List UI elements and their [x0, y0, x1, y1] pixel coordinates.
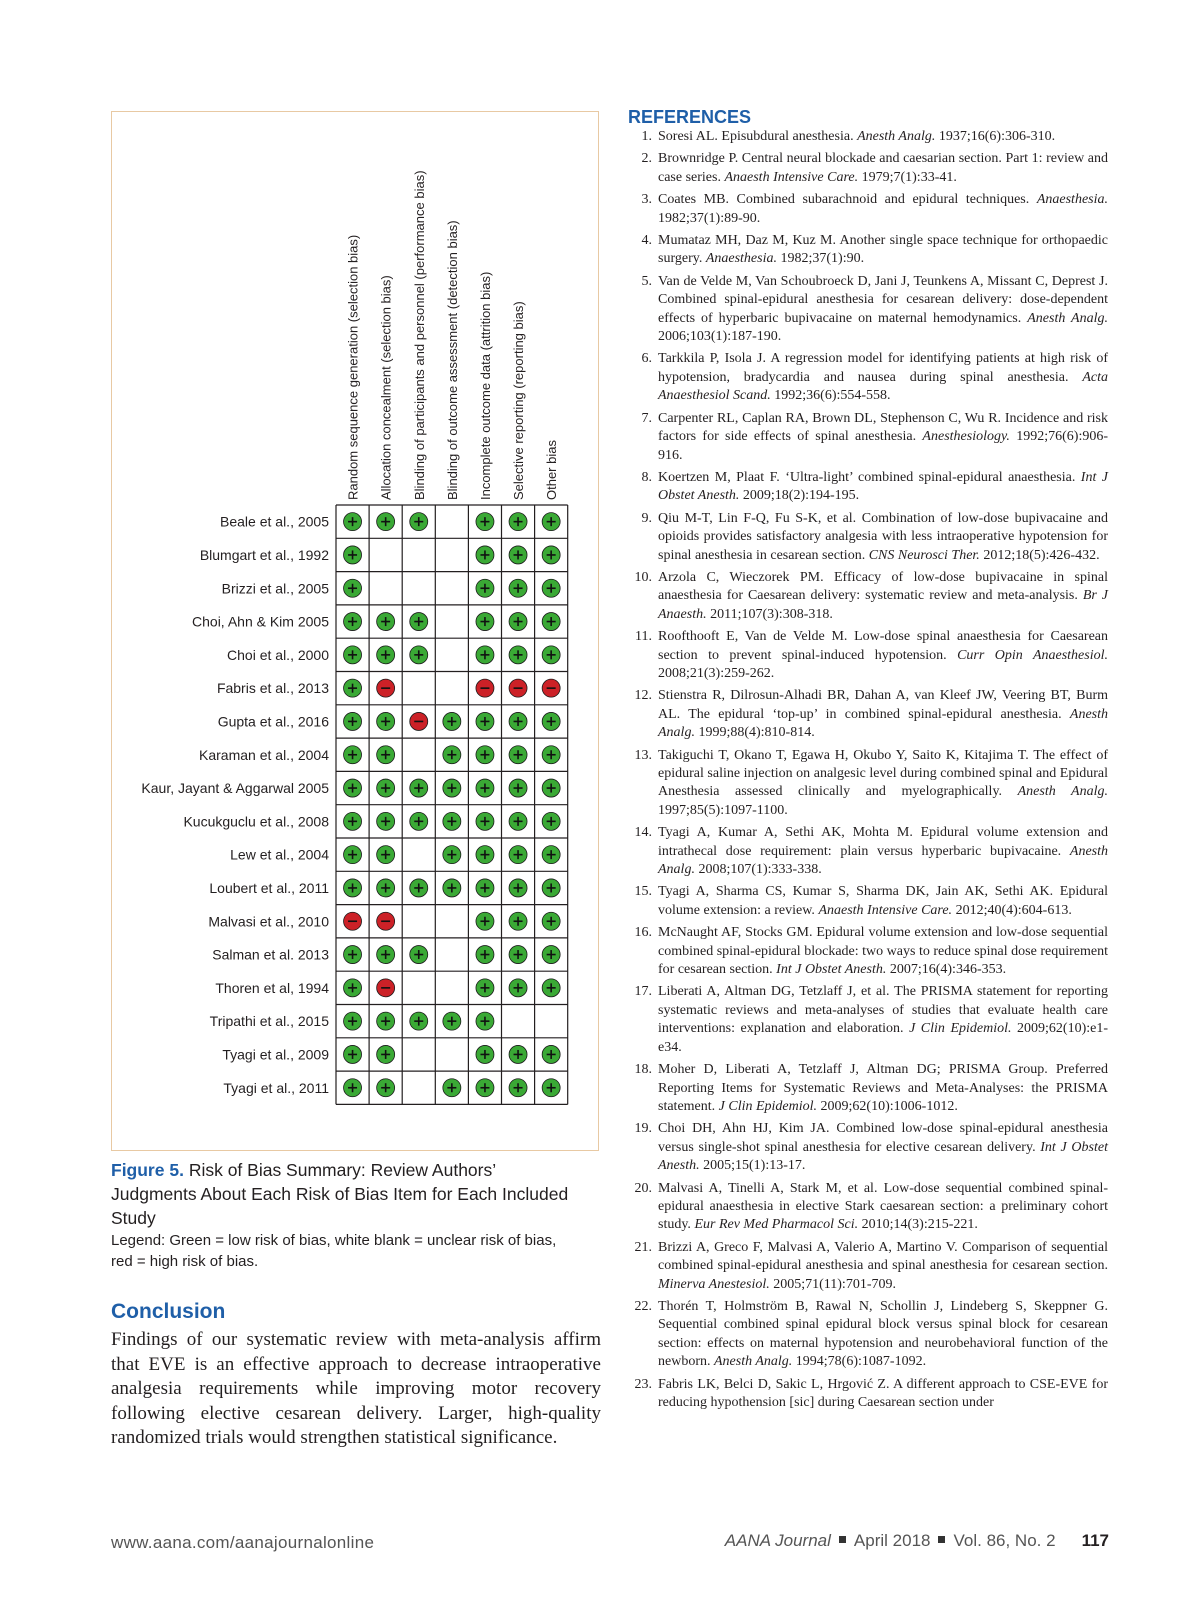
reference-journal: J Clin Epidemiol. — [718, 1098, 818, 1114]
study-label: Karaman et al., 2004 — [199, 746, 329, 763]
reference-text: Choi DH, Ahn HJ, Kim JA. Combined low-dose spinal-epidural anesthesia versus single-shot spinal anesthesia for elective cesarean delivery. — [658, 1121, 1108, 1155]
reference-text: Mumataz MH, Daz M, Kuz M. Another single space technique for orthopaedic surgery. — [658, 233, 1108, 267]
reference-text: 1994;78(6):1087-1092. — [792, 1354, 927, 1370]
study-label: Choi et al., 2000 — [227, 646, 329, 663]
reference-item — [628, 510, 1108, 565]
reference-item — [628, 191, 1108, 228]
reference-number: 17. — [634, 984, 652, 1000]
reference-number: 7. — [641, 410, 652, 426]
domain-label: Blinding of participants and personnel (performance bias) — [411, 170, 427, 500]
reference-text: Malvasi A, Tinelli A, Stark M, et al. Low-dose sequential combined spinal-epidural anaesthesia in elective Stark caesarean section: a preliminary cohort study. — [658, 1180, 1108, 1233]
reference-text: Brownridge P. Central neural blockade and caesarian section. Part 1: review and case series. — [658, 151, 1108, 185]
reference-text: Tyagi A, Sharma CS, Kumar S, Sharma DK, Jain AK, Sethi AK. Epidural volume extension: a review. — [658, 884, 1108, 918]
study-label: Kaur, Jayant & Aggarwal 2005 — [141, 780, 329, 797]
reference-number: 2. — [641, 151, 652, 167]
reference-journal: Eur Rev Med Pharmacol Sci. — [694, 1217, 859, 1233]
reference-item — [628, 1298, 1108, 1372]
reference-number: 12. — [634, 688, 652, 704]
figure-legend: Legend: Green = low risk of bias, white blank = unclear risk of bias, red = high risk of bias. — [111, 1232, 557, 1270]
domain-label: Blinding of outcome assessment (detection bias) — [444, 220, 460, 500]
reference-journal: J Clin Epidemiol. — [909, 1021, 1012, 1037]
study-label: Kucukguclu et al., 2008 — [183, 813, 329, 830]
reference-text: Carpenter RL, Caplan RA, Brown DL, Stephenson C, Wu R. Incidence and risk factors for side effects of spinal anesthesia. — [658, 410, 1108, 445]
reference-text: Tyagi A, Kumar A, Sethi AK, Mohta M. Epidural volume extension and intrathecal dose requirement: plain versus hyperbaric bupivacaine. — [658, 825, 1108, 859]
study-label: Salman et al. 2013 — [212, 946, 329, 963]
reference-number: 6. — [641, 351, 652, 367]
reference-text: 2012;40(4):604-613. — [952, 902, 1072, 918]
reference-text: 1937;16(6):306-310. — [935, 129, 1056, 144]
study-label: Tyagi et al., 2011 — [223, 1079, 329, 1096]
domain-label: Other bias — [544, 440, 560, 500]
study-label: Beale et al., 2005 — [220, 513, 329, 530]
reference-journal: Anesth Analg. — [1017, 784, 1108, 800]
reference-item — [628, 128, 1108, 146]
reference-text: 1982;37(1):89-90. — [658, 210, 761, 226]
reference-text: Thorén T, Holmström B, Rawal N, Schollin J, Lindeberg S, Skeppner G. Sequential combined spinal epidural block versus spinal block for cesarean section: effects on maternal hypotension and neurobehavioral function of the newborn. — [658, 1298, 1108, 1370]
reference-journal: Anesth Analg. — [658, 843, 1108, 878]
reference-journal: Curr Opin Anaesthesiol. — [957, 647, 1108, 663]
reference-number: 18. — [634, 1062, 652, 1078]
reference-item — [628, 687, 1108, 742]
study-label: Malvasi et al., 2010 — [208, 913, 329, 930]
reference-text: Liberati A, Altman DG, Tetzlaff J, et al. The PRISMA statement for reporting systematic reviews and meta-analyses of studies that evaluate health care interventions: explanation and elaboration. — [658, 984, 1108, 1037]
reference-text: Roofthooft E, Van de Velde M. Low-dose spinal anaesthesia for Caesarean section to prevent spinal-induced hypotension. — [658, 629, 1108, 663]
reference-number: 20. — [634, 1180, 652, 1196]
reference-journal: Anesth Analg. — [714, 1354, 793, 1370]
reference-item — [628, 410, 1108, 465]
reference-text: 1992;36(6):554-558. — [770, 388, 891, 404]
reference-number: 9. — [641, 510, 652, 526]
reference-item — [628, 273, 1108, 347]
reference-journal: Anesthesiology. — [922, 429, 1010, 445]
reference-item — [628, 1180, 1108, 1235]
study-label: Fabris et al., 2013 — [216, 680, 329, 697]
reference-item — [628, 628, 1108, 683]
reference-item — [628, 1061, 1108, 1116]
reference-text: Soresi AL. Episubdural anesthesia. — [658, 129, 858, 144]
reference-journal: Anesth Analg. — [857, 129, 936, 144]
domain-label: Allocation concealment (selection bias) — [378, 275, 394, 500]
reference-text: Fabris LK, Belci D, Sakic L, Hrgović Z. A different approach to CSE-EVE for reducing hypothension [sic] during Caesarean section under — [658, 1376, 1108, 1410]
study-label: Choi, Ahn & Kim 2005 — [192, 613, 329, 630]
reference-text: 2011;107(3):308-318. — [706, 606, 833, 622]
domain-label: Random sequence generation (selection bias) — [345, 234, 361, 501]
reference-text: Arzola C, Wieczorek PM. Efficacy of low-dose bupivacaine in spinal anaesthesia for Caesarean delivery: systematic review and meta-analysis. — [658, 569, 1108, 604]
reference-text: Takiguchi T, Okano T, Egawa H, Okubo Y, Saito K, Kitajima T. The effect of epidural saline injection on analgesic level during combined spinal and Epidural Anesthesia assessed clinically and myelographically. — [658, 747, 1108, 800]
page-number: 117 — [1081, 1531, 1109, 1550]
reference-item — [628, 983, 1108, 1057]
reference-number: 13. — [634, 747, 652, 763]
reference-text: 2006;103(1):187-190. — [658, 329, 782, 345]
reference-number: 15. — [634, 884, 652, 900]
reference-text: 2008;107(1):333-338. — [694, 862, 822, 878]
reference-number: 1. — [641, 129, 652, 144]
reference-item — [628, 469, 1108, 506]
reference-list — [628, 128, 1108, 1416]
reference-number: 10. — [634, 569, 652, 585]
reference-text: 2009;18(2):194-195. — [739, 488, 860, 504]
study-label: Blumgart et al., 1992 — [199, 546, 329, 563]
reference-text: 2009;62(10):e1-e34. — [658, 1021, 1108, 1055]
reference-text: McNaught AF, Stocks GM. Epidural volume extension and low-dose sequential combined spinal-epidural blockade: two ways to reduce spinal dose requirement for cesarean section. — [658, 925, 1108, 978]
reference-number: 16. — [634, 925, 652, 941]
study-label: Lew et al., 2004 — [230, 846, 329, 863]
journal-name: AANA Journal — [724, 1531, 831, 1550]
issue-date: April 2018 — [853, 1531, 931, 1550]
reference-text: 2005;15(1):13-17. — [699, 1158, 806, 1174]
reference-item — [628, 883, 1108, 920]
reference-text: 2010;14(3):215-221. — [858, 1217, 978, 1233]
reference-item — [628, 350, 1108, 405]
volume-number: Vol. 86, No. 2 — [953, 1531, 1056, 1550]
domain-label: Selective reporting (reporting bias) — [511, 301, 527, 500]
reference-text: 2005;71(11):701-709. — [769, 1276, 896, 1292]
reference-journal: Int J Obstet Anesth. — [776, 962, 887, 978]
reference-text: 2007;16(4):346-353. — [886, 962, 1007, 978]
footer-url[interactable]: www.aana.com/aanajournalonline — [111, 1533, 375, 1552]
reference-text: 1979;7(1):33-41. — [858, 169, 957, 185]
reference-item — [628, 924, 1108, 979]
reference-text: 2009;62(10):1006-1012. — [817, 1098, 958, 1114]
conclusion-heading: Conclusion — [111, 1300, 226, 1323]
reference-journal: Anesth Analg. — [1027, 310, 1108, 326]
reference-journal: Minerva Anestesiol. — [658, 1276, 770, 1292]
reference-number: 8. — [641, 469, 652, 485]
conclusion-text: Findings of our systematic review with meta-analysis affirm that EVE is an effective approach to decrease intraoperative analgesia requirements while improving motor recovery following elective cesarean delivery. Larger, high-quality randomized trials would strengthen statistical significance. — [111, 1329, 601, 1448]
reference-text: Coates MB. Combined subarachnoid and epidural techniques. — [658, 192, 1037, 208]
domain-label: Incomplete outcome data (attrition bias) — [477, 271, 493, 500]
reference-journal: Anaesthesia. — [1036, 192, 1108, 208]
reference-text: 1997;85(5):1097-1100. — [658, 802, 788, 818]
footer-citation — [725, 1531, 1109, 1551]
reference-text: 1982;37(1):90. — [776, 251, 865, 267]
reference-text: 1992;76(6):906-916. — [658, 429, 1109, 463]
reference-number: 22. — [634, 1298, 652, 1314]
separator-square-icon — [839, 1536, 846, 1543]
reference-number: 19. — [634, 1121, 652, 1137]
reference-journal: Anaesthesia. — [705, 251, 777, 267]
study-label: Thoren et al, 1994 — [215, 979, 329, 996]
reference-text: Van de Velde M, Van Schoubroeck D, Jani J, Teunkens A, Missant C, Deprest J. Combined spinal-epidural anesthesia for cesarean delivery: dose-dependent effects of hyperbaric bupivacaine on maternal hemodynamics. — [658, 273, 1108, 326]
reference-item — [628, 569, 1108, 624]
reference-number: 21. — [634, 1239, 652, 1255]
reference-journal: CNS Neurosci Ther. — [868, 547, 980, 563]
reference-journal: Int J Obstet Anesth. — [658, 1139, 1108, 1174]
reference-journal: Anesth Analg. — [658, 706, 1108, 741]
reference-number: 4. — [641, 233, 652, 249]
reference-number: 11. — [635, 629, 652, 645]
figure-number: Figure 5. — [111, 1160, 184, 1180]
reference-item — [628, 1376, 1108, 1413]
reference-text: Koertzen M, Plaat F. ‘Ultra-light’ combined spinal-epidural anaesthesia. — [658, 469, 1081, 485]
reference-item — [628, 1120, 1108, 1175]
reference-number: 23. — [634, 1376, 652, 1392]
reference-item — [628, 232, 1108, 269]
figure-5 — [111, 111, 599, 1151]
references-heading: REFERENCES — [628, 107, 752, 127]
reference-text: Tarkkila P, Isola J. A regression model for identifying patients at high risk of hypotension, bradycardia and nausea during spinal anesthesia. — [658, 351, 1108, 385]
reference-number: 3. — [641, 192, 652, 208]
reference-journal: Int J Obstet Anesth. — [658, 469, 1109, 504]
reference-text: Moher D, Liberati A, Tetzlaff J, Altman DG; PRISMA Group. Preferred Reporting Items for Systematic Reviews and Meta-Analyses: the PRISMA statement. — [658, 1062, 1108, 1114]
risk-of-bias-chart — [112, 112, 598, 1150]
figure-caption — [111, 1158, 581, 1230]
reference-number: 14. — [634, 825, 652, 841]
reference-item — [628, 150, 1108, 187]
reference-text: 1999;88(4):810-814. — [694, 725, 815, 741]
study-label: Brizzi et al., 2005 — [221, 580, 329, 597]
study-label: Tyagi et al., 2009 — [222, 1046, 329, 1063]
study-label: Gupta et al., 2016 — [217, 713, 329, 730]
reference-journal: Br J Anaesth. — [658, 588, 1109, 622]
reference-text: 2012;18(5):426-432. — [979, 547, 1100, 563]
reference-text: Qiu M-T, Lin F-Q, Fu S-K, et al. Combination of low-dose bupivacaine and opioids provides satisfactory analgesia with less intraoperative hypotension for spinal anesthesia in cesarean section. — [658, 510, 1108, 563]
study-label: Loubert et al., 2011 — [209, 879, 329, 896]
figure-caption-text: Risk of Bias Summary: Review Authors’ Judgments About Each Risk of Bias Item for Each Included Study — [111, 1160, 569, 1228]
separator-square-icon — [938, 1536, 945, 1543]
reference-journal: Anaesth Intensive Care. — [724, 169, 859, 185]
reference-item — [628, 1239, 1108, 1294]
reference-journal: Anaesth Intensive Care. — [818, 902, 953, 918]
reference-text: Brizzi A, Greco F, Malvasi A, Valerio A, Martino V. Comparison of sequential combined spinal-epidural anesthesia and spinal anesthesia for cesarean section. — [658, 1239, 1108, 1274]
reference-number: 5. — [641, 273, 652, 289]
reference-text: 2008;21(3):259-262. — [658, 665, 775, 681]
study-label: Tripathi et al., 2015 — [209, 1013, 329, 1030]
reference-item — [628, 824, 1108, 879]
reference-journal: Acta Anaesthesiol Scand. — [658, 369, 1108, 404]
reference-text: Stienstra R, Dilrosun-Alhadi BR, Dahan A, van Kleef JW, Veering BT, Burm AL. The epidural ‘top-up’ in combined spinal-epidural anesthesia. — [658, 688, 1108, 722]
reference-item — [628, 747, 1108, 821]
